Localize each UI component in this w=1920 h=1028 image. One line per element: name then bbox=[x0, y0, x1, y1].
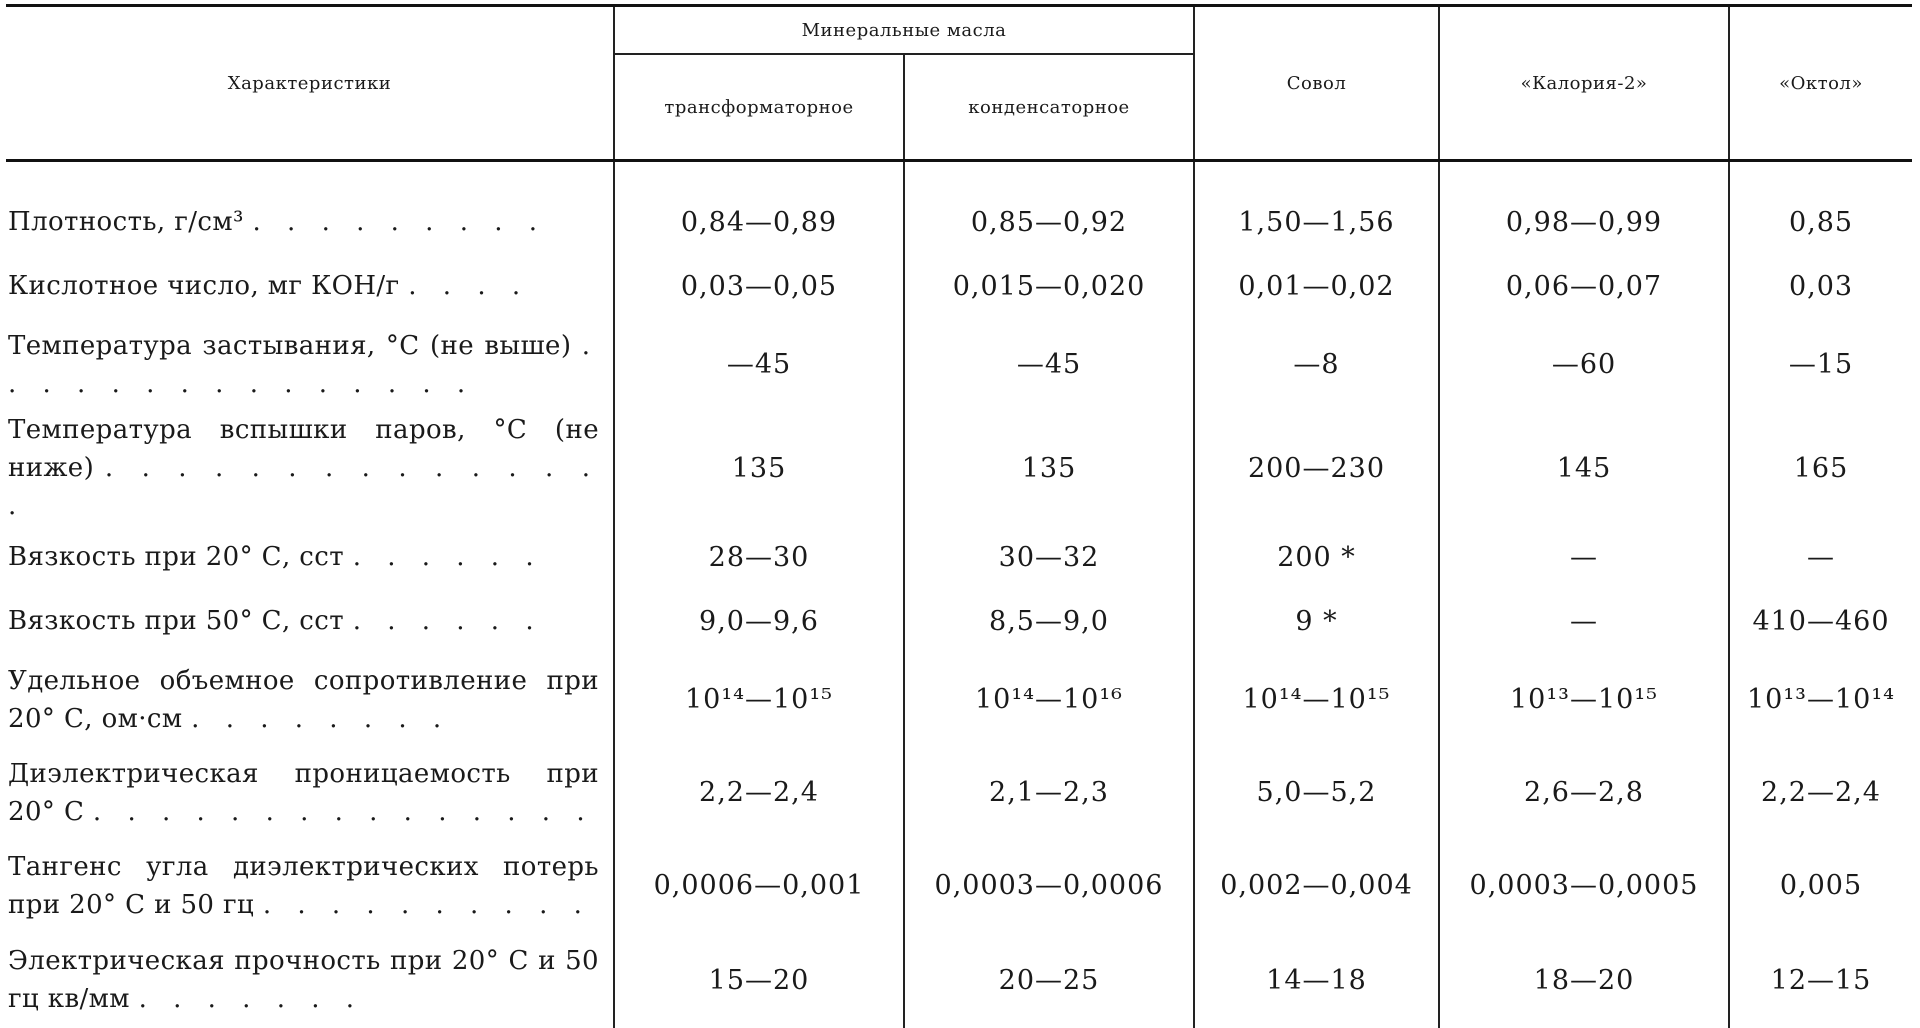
leader-dots: . . . . . . bbox=[353, 542, 543, 572]
transformer-value: 2,2—2,4 bbox=[614, 746, 904, 839]
oktol-value: — bbox=[1729, 525, 1912, 589]
capacitor-value: 30—32 bbox=[904, 525, 1194, 589]
kaloriya-value: 18—20 bbox=[1439, 932, 1729, 1028]
row-label bbox=[6, 746, 614, 839]
sovol-value: 14—18 bbox=[1194, 932, 1439, 1028]
transformer-value: 135 bbox=[614, 411, 904, 525]
sovol-value: 1,50—1,56 bbox=[1194, 161, 1439, 255]
sovol-value: —8 bbox=[1194, 318, 1439, 411]
characteristic-name: Диэлектрическая проницаемость при 20° С bbox=[8, 759, 599, 827]
characteristic-name: Вязкость при 50° С, сст bbox=[8, 606, 344, 636]
table-row bbox=[6, 653, 1912, 746]
oktol-value: —15 bbox=[1729, 318, 1912, 411]
leader-dots: . . . . . . . . bbox=[191, 704, 450, 734]
row-label bbox=[6, 411, 614, 525]
table-row bbox=[6, 318, 1912, 411]
table-row bbox=[6, 839, 1912, 932]
capacitor-value: 0,0003—0,0006 bbox=[904, 839, 1194, 932]
table-row bbox=[6, 254, 1912, 318]
header-transformer-oil: трансформаторное bbox=[614, 54, 904, 161]
leader-dots: . . . . . . . bbox=[139, 984, 363, 1014]
capacitor-value: —45 bbox=[904, 318, 1194, 411]
table-row bbox=[6, 746, 1912, 839]
capacitor-value: 10¹⁴—10¹⁶ bbox=[904, 653, 1194, 746]
leader-dots: . . . . . . . . . bbox=[253, 207, 547, 237]
leader-dots: . . . . . . . . . . . . . . . bbox=[8, 331, 599, 399]
kaloriya-value: 0,98—0,99 bbox=[1439, 161, 1729, 255]
transformer-value: 0,03—0,05 bbox=[614, 254, 904, 318]
characteristic-name: Электрическая прочность при 20° С и 50 гц кв/мм bbox=[8, 946, 599, 1014]
characteristic-name: Температура вспышки паров, °С (не ниже) bbox=[8, 415, 599, 483]
transformer-value: 28—30 bbox=[614, 525, 904, 589]
row-label bbox=[6, 318, 614, 411]
characteristic-name: Тангенс угла диэлектрических потерь при 20° С и 50 гц bbox=[8, 852, 599, 920]
sovol-value: 200 * bbox=[1194, 525, 1439, 589]
sovol-value: 200—230 bbox=[1194, 411, 1439, 525]
characteristic-name: Плотность, г/см³ bbox=[8, 207, 244, 237]
sovol-value: 0,01—0,02 bbox=[1194, 254, 1439, 318]
kaloriya-value: 0,0003—0,0005 bbox=[1439, 839, 1729, 932]
leader-dots: . . . . bbox=[408, 271, 529, 301]
row-label bbox=[6, 161, 614, 255]
row-label bbox=[6, 653, 614, 746]
kaloriya-value: 2,6—2,8 bbox=[1439, 746, 1729, 839]
row-label bbox=[6, 839, 614, 932]
characteristic-name: Кислотное число, мг КОН/г bbox=[8, 271, 400, 301]
table-header bbox=[6, 6, 1912, 161]
characteristic-name: Удельное объемное сопротивление при 20° С, ом·см bbox=[8, 666, 599, 734]
capacitor-value: 135 bbox=[904, 411, 1194, 525]
sovol-value: 10¹⁴—10¹⁵ bbox=[1194, 653, 1439, 746]
oktol-value: 410—460 bbox=[1729, 589, 1912, 653]
oktol-value: 2,2—2,4 bbox=[1729, 746, 1912, 839]
header-kaloriya: «Калория-2» bbox=[1439, 6, 1729, 161]
table-row bbox=[6, 589, 1912, 653]
transformer-value: 0,0006—0,001 bbox=[614, 839, 904, 932]
table-row bbox=[6, 411, 1912, 525]
capacitor-value: 20—25 bbox=[904, 932, 1194, 1028]
header-capacitor-oil: конденсаторное bbox=[904, 54, 1194, 161]
transformer-value: 10¹⁴—10¹⁵ bbox=[614, 653, 904, 746]
characteristic-name: Вязкость при 20° С, сст bbox=[8, 542, 344, 572]
transformer-value: 0,84—0,89 bbox=[614, 161, 904, 255]
leader-dots: . . . . . . bbox=[353, 606, 543, 636]
table-body bbox=[6, 161, 1912, 1028]
table-row bbox=[6, 932, 1912, 1028]
capacitor-value: 0,85—0,92 bbox=[904, 161, 1194, 255]
leader-dots: . . . . . . . . . . . . . . . bbox=[8, 453, 599, 521]
transformer-value: 9,0—9,6 bbox=[614, 589, 904, 653]
kaloriya-value: — bbox=[1439, 589, 1729, 653]
header-sovol: Совол bbox=[1194, 6, 1439, 161]
leader-dots: . . . . . . . . . . bbox=[263, 890, 591, 920]
row-label bbox=[6, 254, 614, 318]
sovol-value: 5,0—5,2 bbox=[1194, 746, 1439, 839]
leader-dots: . . . . . . . . . . . . . . . bbox=[93, 797, 594, 827]
row-label bbox=[6, 525, 614, 589]
table-row bbox=[6, 161, 1912, 255]
transformer-value: —45 bbox=[614, 318, 904, 411]
oktol-value: 12—15 bbox=[1729, 932, 1912, 1028]
kaloriya-value: 10¹³—10¹⁵ bbox=[1439, 653, 1729, 746]
kaloriya-value: 0,06—0,07 bbox=[1439, 254, 1729, 318]
header-characteristics: Характеристики bbox=[6, 6, 614, 161]
row-label bbox=[6, 932, 614, 1028]
sovol-value: 9 * bbox=[1194, 589, 1439, 653]
oil-properties-table bbox=[6, 4, 1912, 1028]
capacitor-value: 8,5—9,0 bbox=[904, 589, 1194, 653]
table-row bbox=[6, 525, 1912, 589]
header-oktol: «Октол» bbox=[1729, 6, 1912, 161]
kaloriya-value: 145 bbox=[1439, 411, 1729, 525]
capacitor-value: 0,015—0,020 bbox=[904, 254, 1194, 318]
transformer-value: 15—20 bbox=[614, 932, 904, 1028]
kaloriya-value: —60 bbox=[1439, 318, 1729, 411]
oktol-value: 0,03 bbox=[1729, 254, 1912, 318]
header-mineral-oils: Минеральные масла bbox=[614, 6, 1194, 55]
oktol-value: 165 bbox=[1729, 411, 1912, 525]
oktol-value: 10¹³—10¹⁴ bbox=[1729, 653, 1912, 746]
capacitor-value: 2,1—2,3 bbox=[904, 746, 1194, 839]
sovol-value: 0,002—0,004 bbox=[1194, 839, 1439, 932]
oktol-value: 0,85 bbox=[1729, 161, 1912, 255]
row-label bbox=[6, 589, 614, 653]
kaloriya-value: — bbox=[1439, 525, 1729, 589]
characteristic-name: Температура застывания, °С (не выше) bbox=[8, 331, 571, 361]
oktol-value: 0,005 bbox=[1729, 839, 1912, 932]
